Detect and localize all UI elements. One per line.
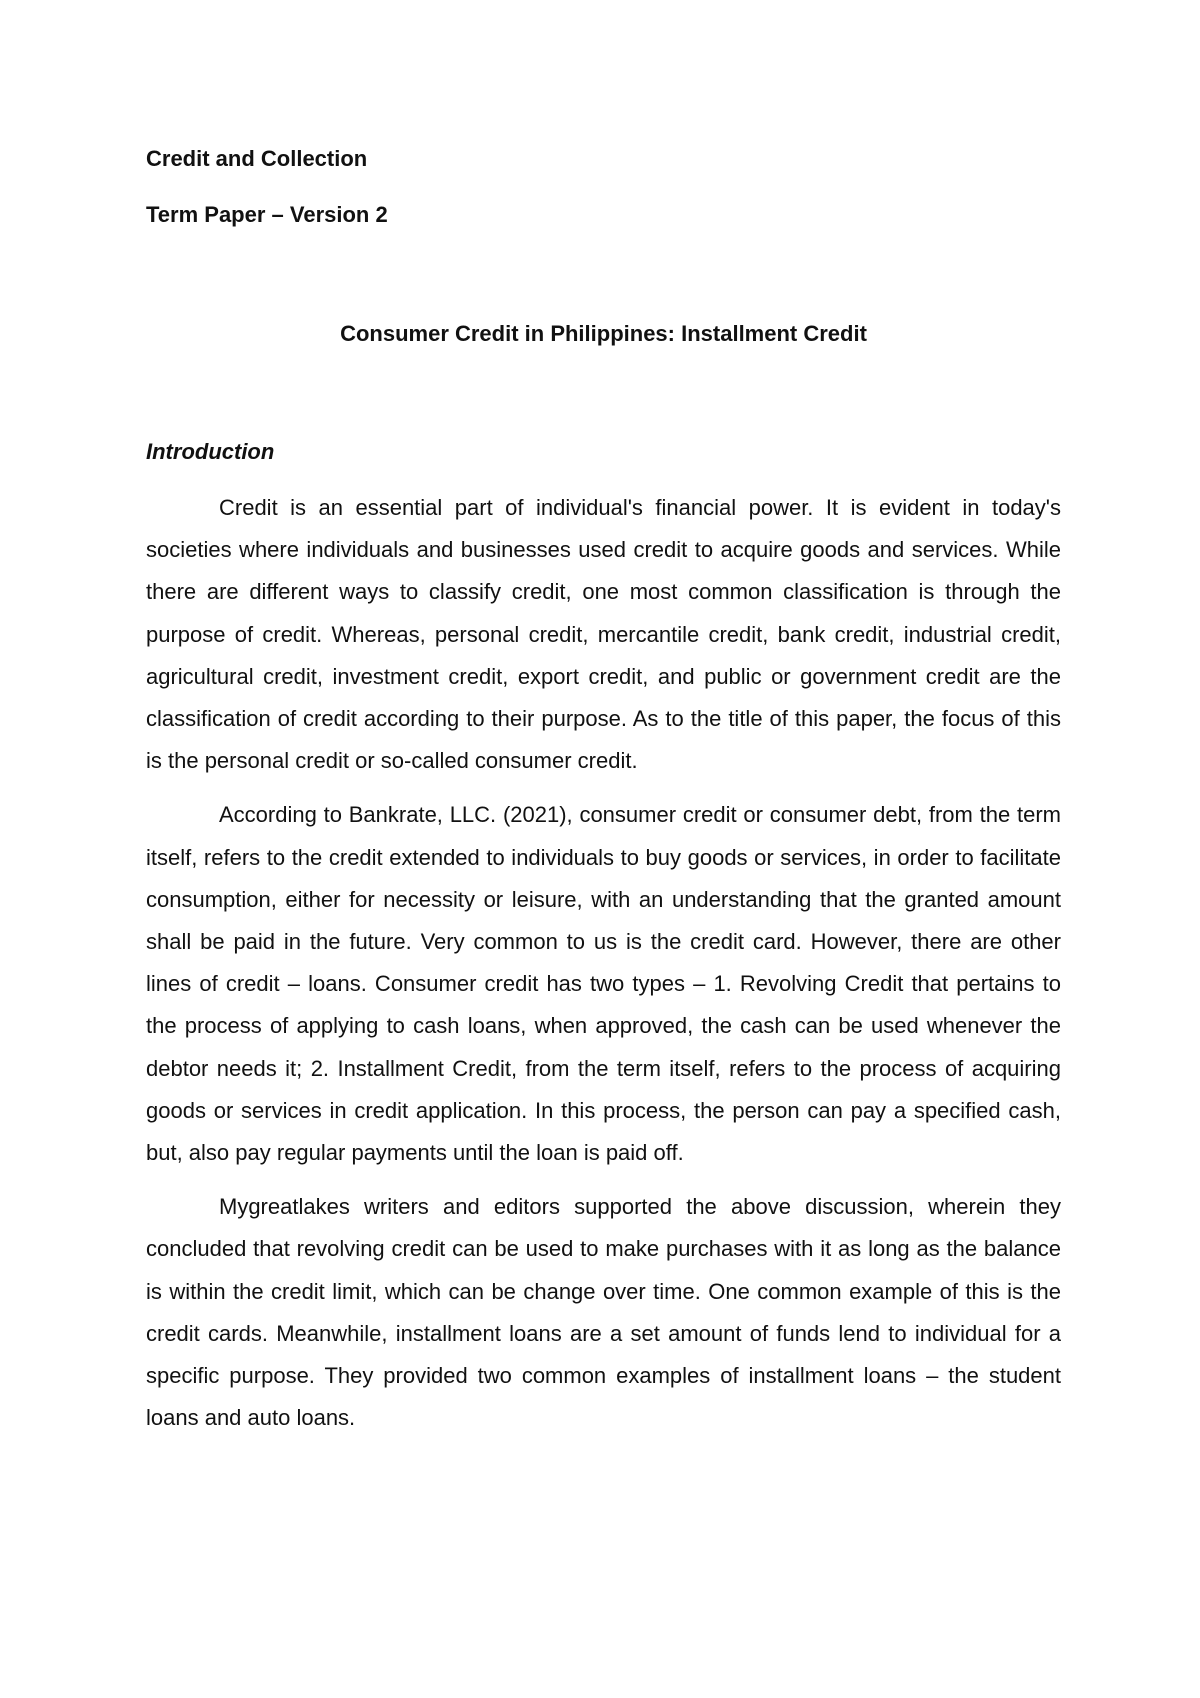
document-body: [146, 144, 1061, 1439]
main-title: Consumer Credit in Philippines: Installment Credit: [340, 321, 867, 346]
paper-version: Term Paper – Version 2: [146, 202, 388, 227]
paragraph: Credit is an essential part of individual's financial power. It is evident in today's societies where individuals and businesses used credit to acquire goods and services. While there are different ways to classify credit, one most common classification is through the purpose of credit. Whereas, personal credit, mercantile credit, bank credit, industrial credit, agricultural credit, investment credit, export credit, and public or government credit are the classification of credit according to their purpose. As to the title of this paper, the focus of this is the personal credit or so-called consumer credit.: [146, 495, 1061, 774]
paragraph: According to Bankrate, LLC. (2021), consumer credit or consumer debt, from the term itself, refers to the credit extended to individuals to buy goods or services, in order to facilitate consumption, either for necessity or leisure, with an understanding that the granted amount shall be paid in the future. Very common to us is the credit card. However, there are other lines of credit – loans. Consumer credit has two types – 1. Revolving Credit that pertains to the process of applying to cash loans, when approved, the cash can be used whenever the debtor needs it; 2. Installment Credit, from the term itself, refers to the process of acquiring goods or services in credit application. In this process, the person can pay a specified cash, but, also pay regular payments until the loan is paid off.: [146, 802, 1061, 1166]
section-heading-introduction: Introduction: [146, 439, 275, 464]
paragraph: Mygreatlakes writers and editors supported the above discussion, wherein they concluded that revolving credit can be used to make purchases with it as long as the balance is within the credit limit, which can be change over time. One common example of this is the credit cards. Meanwhile, installment loans are a set amount of funds lend to individual for a specific purpose. They provided two common examples of installment loans – the student loans and auto loans.: [146, 1194, 1061, 1431]
course-title: Credit and Collection: [146, 146, 368, 171]
